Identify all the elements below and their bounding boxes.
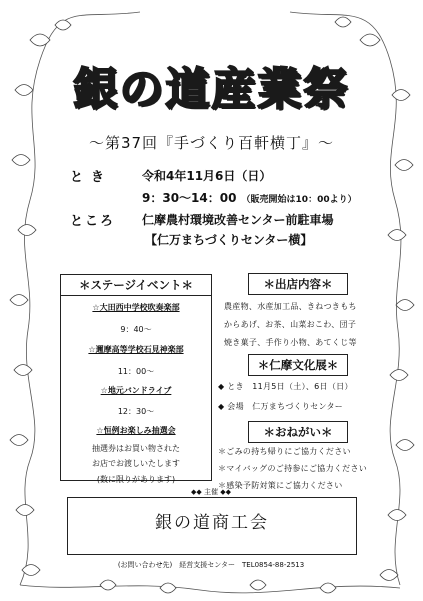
culture-date: ◆ とき 11月5日（土）、6日（日） (218, 382, 353, 391)
place-label: ところ (70, 214, 116, 229)
stage-item-3: ☆地元バンドライブ (100, 386, 172, 395)
stage-item-1: ☆大田西中学校吹奏楽部 (92, 303, 180, 312)
culture-heading: ＊仁摩文化展＊ (248, 354, 348, 376)
request-line-1: ＊ごみの持ち帰りにご協力ください (218, 447, 351, 456)
time-note: （販売開始は10：00より） (241, 195, 357, 205)
place-value: 仁摩農村環境改善センター前駐車場 (142, 213, 334, 227)
date-label: とき (70, 170, 113, 185)
requests-heading: ＊おねがい＊ (248, 421, 348, 443)
request-line-3: ＊感染予防対策にご協力ください (218, 481, 343, 490)
contact-info: (お問い合わせ先) 経営支援センター TEL0854-88-2513 (117, 561, 305, 569)
request-line-2: ＊マイバッグのご持参にご協力ください (218, 464, 368, 473)
stage-time-2: 11：00～ (117, 367, 155, 376)
stage-time-1: 9：40～ (120, 325, 152, 334)
stage-events-box (60, 274, 212, 484)
shops-line-2: からあげ、お茶、山菜おこわ、団子 (224, 320, 357, 329)
stage-heading: ＊ステージイベント＊ (60, 274, 212, 296)
shops-heading: ＊出店内容＊ (248, 273, 348, 295)
stage-note-3: (数に限りがあります) (96, 475, 176, 484)
stage-item-2: ☆邇摩高等学校石見神楽部 (88, 345, 184, 354)
stage-note-1: 抽選券はお買い物された (92, 444, 180, 453)
culture-place: ◆ 会場 仁万まちづくりセンター (218, 402, 344, 411)
host-name: 銀の道商工会 (155, 513, 269, 533)
shops-line-3: 焼き菓子、手作り小物、あてくじ等 (224, 338, 357, 347)
stage-note-2: お店でお渡しいたします (92, 459, 180, 468)
shops-line-1: 農産物、水産加工品、きねつきもち (224, 302, 357, 311)
poster-title: 銀の道産業祭 (73, 64, 350, 115)
date-value: 令和4年11月6日（日） (142, 169, 272, 183)
host-label: ◆◆ 主催 ◆◆ (191, 488, 231, 496)
place-sub: 【仁万まちづくりセンター横】 (145, 233, 313, 247)
stage-time-3: 12：30～ (117, 407, 155, 416)
time-value: 9：30～14：00 (142, 191, 237, 205)
host-box (67, 497, 357, 555)
stage-item-4: ☆恒例お楽しみ抽選会 (96, 426, 176, 435)
time-row (142, 187, 357, 206)
poster-subtitle: ～第37回『手づくり百軒横丁』～ (88, 134, 335, 152)
